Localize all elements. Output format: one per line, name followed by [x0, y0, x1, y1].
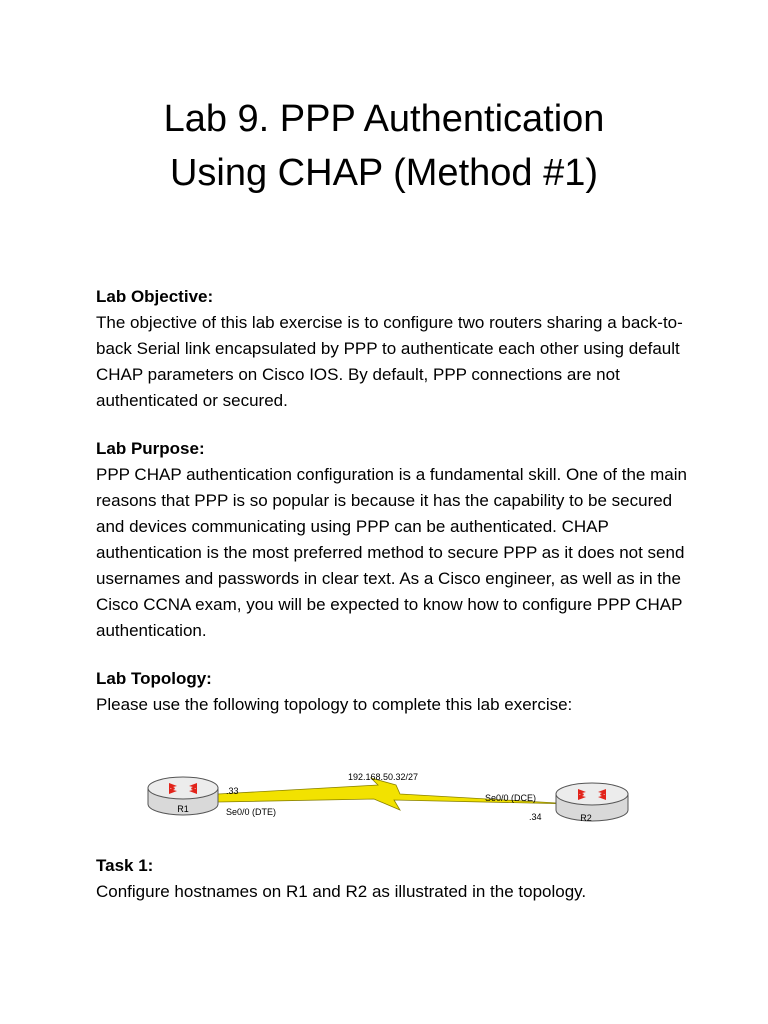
task1-heading: Task 1: — [96, 856, 154, 875]
router-r2-label: R2 — [580, 813, 592, 823]
page-title — [0, 92, 768, 200]
purpose-text: PPP CHAP authentication configuration is a fundamental skill. One of the main reasons that PPP is so popular is because it has the capability to be secured and devices communicating using PPP can be authenticated. CHAP authentication is the most preferred method to secure PPP as it does not send usernames and passwords in clear text. As a Cisco engineer, as well as in the Cisco CCNA exam, you will be expected to know how to configure PPP CHAP authentication. — [96, 465, 687, 640]
objective-section — [96, 284, 696, 414]
title-line-2: Using CHAP (Method #1) — [169, 152, 599, 194]
topology-section — [96, 666, 696, 718]
router-r1-top — [148, 777, 218, 799]
task1-text: Configure hostnames on R1 and R2 as illustrated in the topology. — [96, 882, 587, 901]
task1-section — [96, 853, 696, 905]
router-r2 — [556, 783, 628, 823]
purpose-section — [96, 436, 696, 644]
objective-heading: Lab Objective: — [96, 287, 214, 306]
r1-interface-label: Se0/0 (DTE) — [226, 807, 277, 817]
router-r2-top — [556, 783, 628, 805]
network-label: 192.168.50.32/27 — [348, 772, 419, 782]
purpose-heading: Lab Purpose: — [96, 439, 205, 458]
r1-ip-label: .33 — [226, 786, 239, 796]
main-content — [96, 284, 696, 740]
r2-interface-label: Se0/0 (DCE) — [485, 793, 537, 803]
objective-text: The objective of this lab exercise is to configure two routers sharing a back-to-back Serial link encapsulated by PPP to authenticate each other using default CHAP parameters on Cisco IOS. By default, PPP connections are not authenticated or secured. — [96, 313, 683, 410]
r2-ip-label: .34 — [529, 812, 542, 822]
topology-diagram — [142, 768, 632, 830]
title-line-1: Lab 9. PPP Authentication — [163, 98, 605, 140]
topology-text: Please use the following topology to complete this lab exercise: — [96, 695, 573, 714]
topology-heading: Lab Topology: — [96, 669, 212, 688]
router-r1 — [148, 777, 218, 815]
router-r1-label: R1 — [177, 804, 189, 814]
